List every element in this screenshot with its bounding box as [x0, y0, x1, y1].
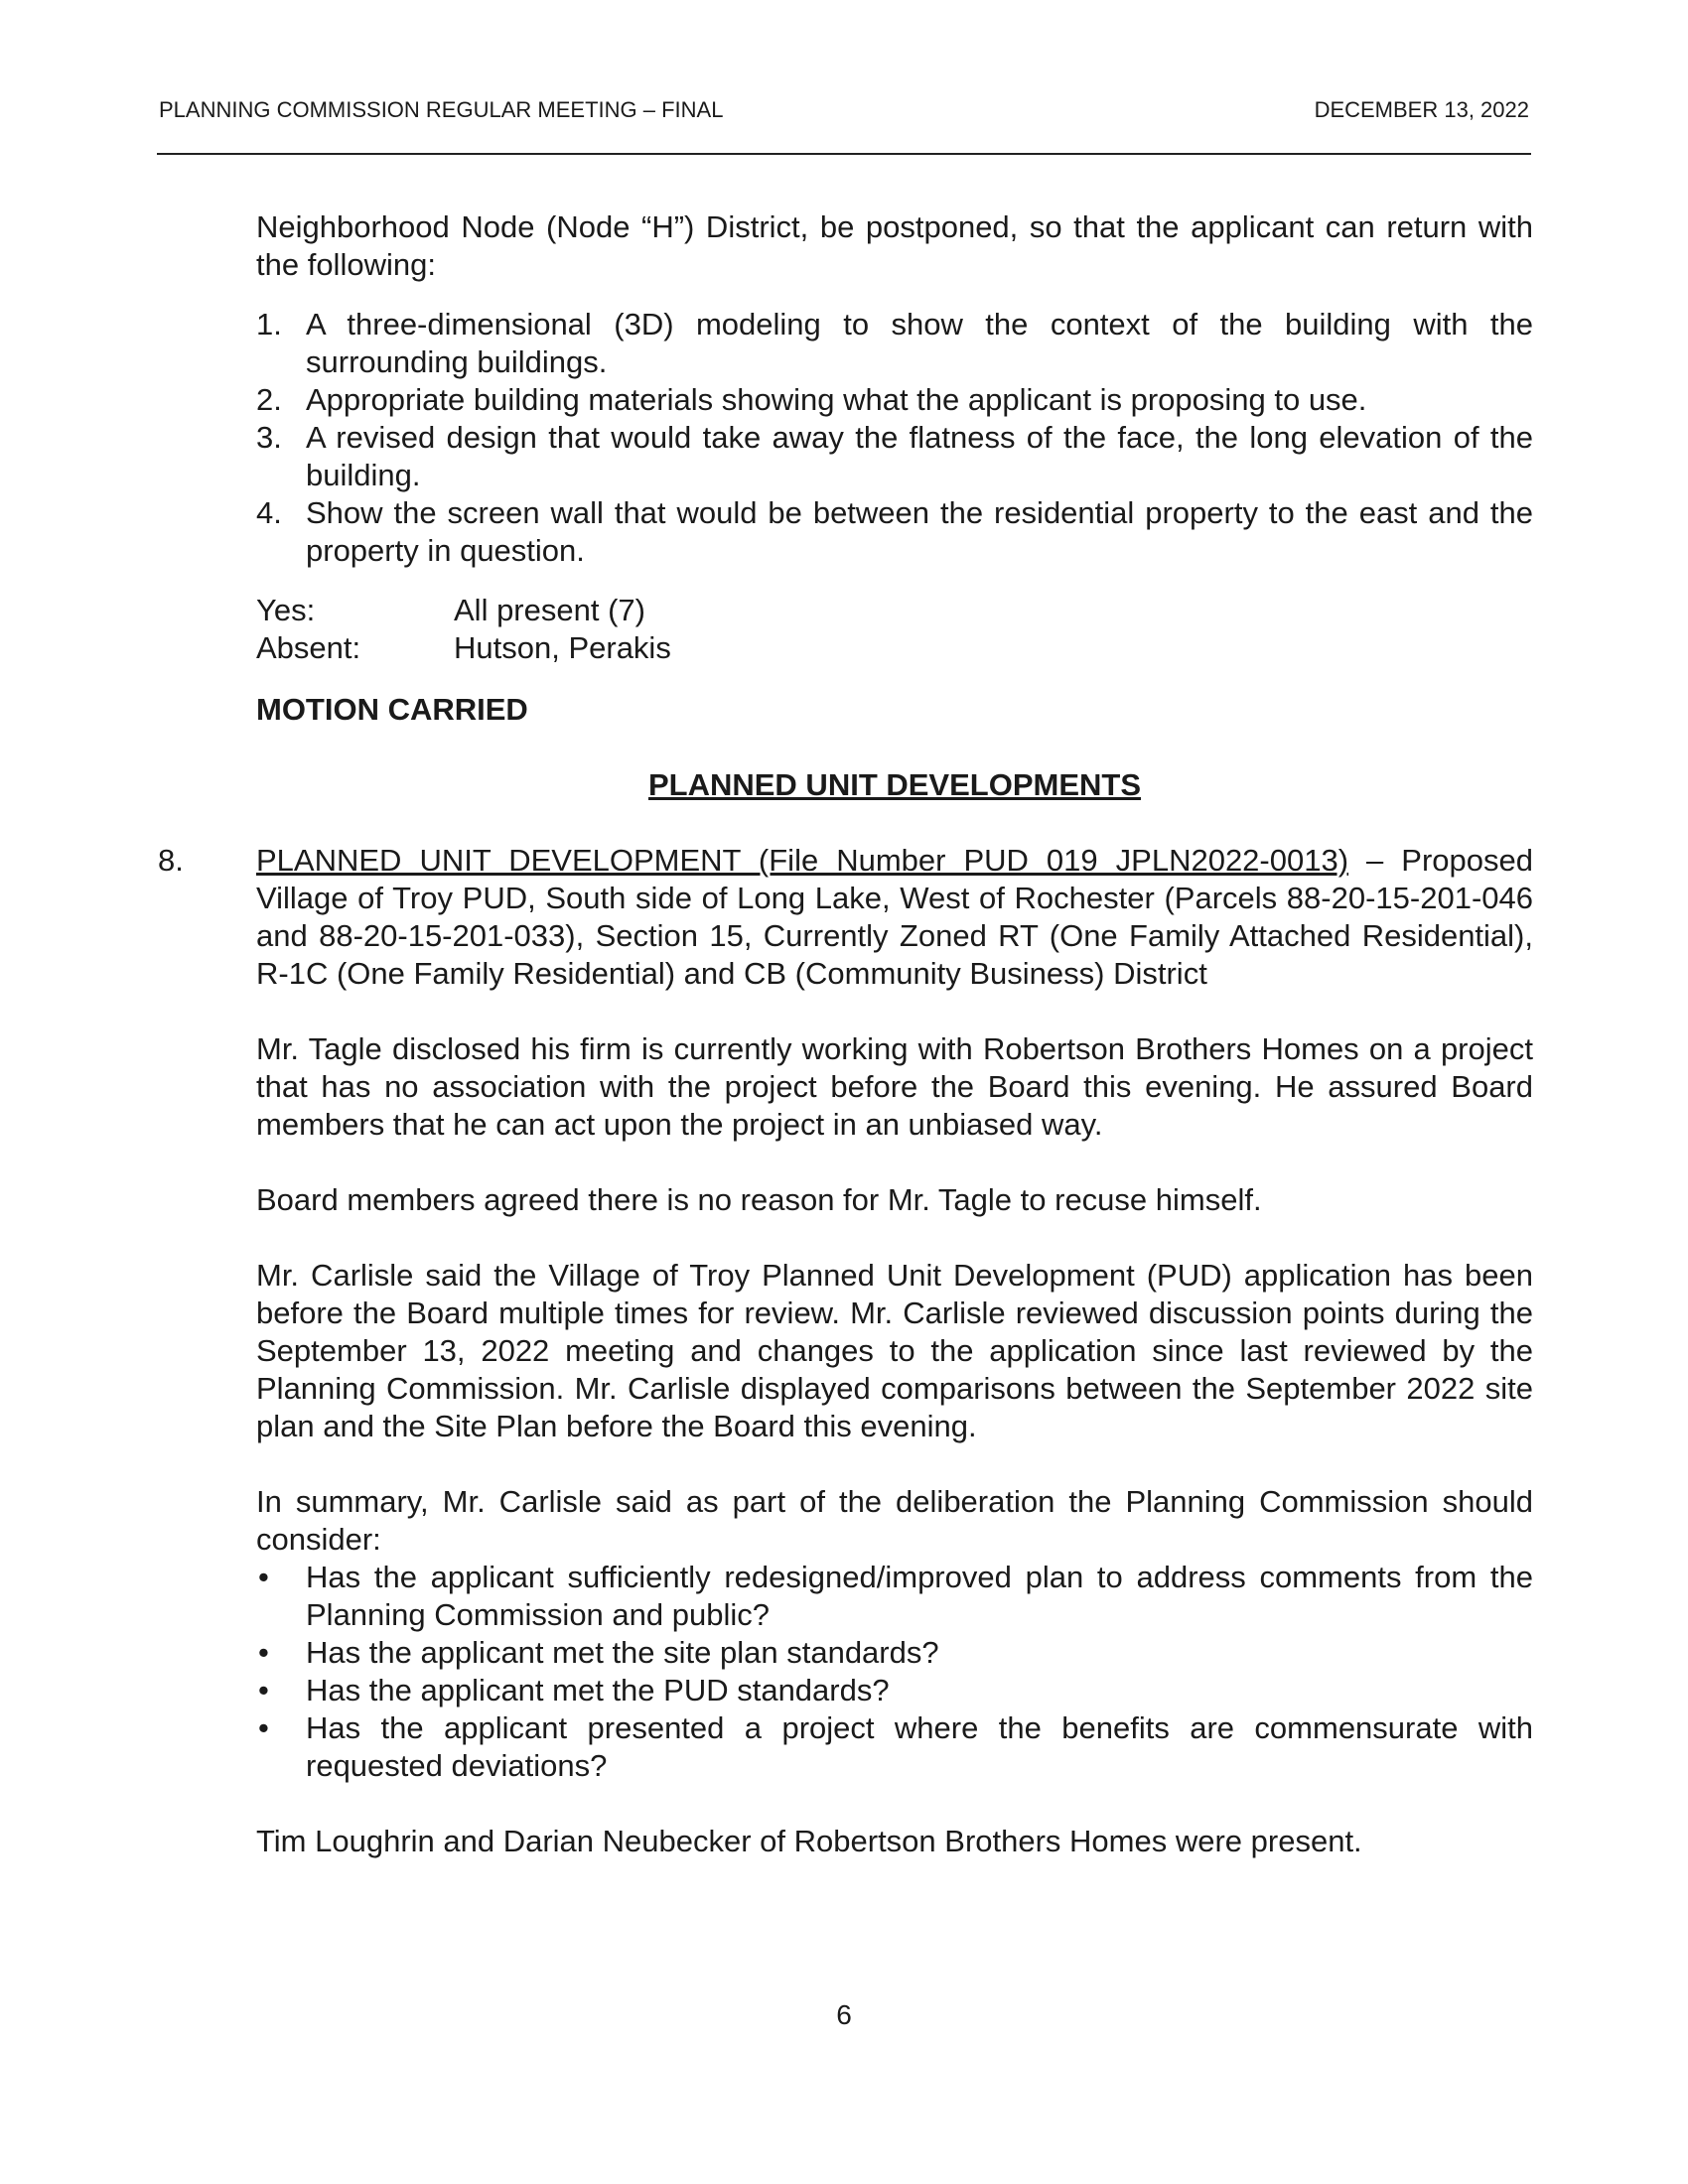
vote-yes-value: All present (7) — [454, 593, 645, 627]
summary-intro-paragraph: In summary, Mr. Carlisle said as part of the deliberation the Planning Commission should consider: — [256, 1484, 1533, 1557]
list-item-number: 4. — [256, 495, 282, 530]
bullet-mark: • — [258, 1560, 269, 1594]
list-item-number: 3. — [256, 420, 282, 455]
list-item — [256, 306, 1533, 381]
list-item-number: 1. — [256, 307, 282, 341]
carlisle-review-paragraph: Mr. Carlisle said the Village of Troy Planned Unit Development (PUD) application has been before the Board multiple times for review. Mr. Carlisle reviewed discussion points during the September 13, 2022 meeting and changes to the application since last reviewed by the Planning Commission. Mr. Carlisle displayed comparisons between the September 2022 site plan and the Site Plan before the Board this evening. — [256, 1258, 1533, 1443]
bullet-item — [256, 1709, 1533, 1785]
list-item — [256, 419, 1533, 494]
motion-result: MOTION CARRIED — [256, 692, 528, 727]
bullet-text: Has the applicant met the PUD standards? — [306, 1673, 890, 1707]
bullet-text: Has the applicant presented a project where the benefits are commensurate with requested deviations? — [306, 1710, 1533, 1783]
bullet-mark: • — [258, 1635, 269, 1670]
page-number: 6 — [836, 1999, 852, 2030]
list-item-text: Show the screen wall that would be between the residential property to the east and the property in question. — [306, 495, 1533, 568]
consideration-list — [256, 1559, 1533, 1785]
tagle-disclosure-paragraph: Mr. Tagle disclosed his firm is currently working with Robertson Brothers Homes on a project that has no association with the project before the Board this evening. He assured Board members that he can act upon the project in an unbiased way. — [256, 1031, 1533, 1142]
vote-absent-label: Absent: — [256, 630, 361, 665]
section-heading: PLANNED UNIT DEVELOPMENTS — [647, 767, 1142, 802]
bullet-text: Has the applicant met the site plan standards? — [306, 1635, 939, 1670]
page-content — [158, 208, 1534, 1860]
bullet-item — [256, 1672, 1533, 1709]
vote-yes-label: Yes: — [256, 593, 316, 627]
header-title: PLANNING COMMISSION REGULAR MEETING – FINAL — [159, 97, 724, 122]
list-item-text: A three-dimensional (3D) modeling to show the context of the building with the surrounding buildings. — [306, 307, 1533, 379]
bullet-item — [256, 1559, 1533, 1634]
vote-absent-row — [256, 629, 1533, 667]
intro-paragraph: Neighborhood Node (Node “H”) District, be postponed, so that the applicant can return with the following: — [256, 209, 1533, 282]
page-header — [157, 97, 1531, 155]
agenda-item-title: PLANNED UNIT DEVELOPMENT (File Number PUD 019 JPLN2022-0013) — [256, 843, 1349, 878]
bullet-text: Has the applicant sufficiently redesigned/improved plan to address comments from the Planning Commission and public? — [306, 1560, 1533, 1632]
list-item — [256, 494, 1533, 570]
agenda-item-8 — [158, 842, 1534, 993]
board-agreed-paragraph: Board members agreed there is no reason for Mr. Tagle to recuse himself. — [256, 1182, 1262, 1217]
agenda-item-number: 8. — [158, 843, 184, 878]
vote-yes-row — [256, 592, 1533, 629]
header-date: DECEMBER 13, 2022 — [1314, 97, 1529, 122]
vote-record — [256, 592, 1533, 667]
present-paragraph: Tim Loughrin and Darian Neubecker of Robertson Brothers Homes were present. — [256, 1824, 1362, 1858]
requirements-list — [256, 306, 1533, 570]
list-item — [256, 381, 1533, 419]
list-item-text: Appropriate building materials showing what the applicant is proposing to use. — [306, 382, 1367, 417]
bullet-item — [256, 1634, 1533, 1672]
bullet-mark: • — [258, 1673, 269, 1707]
list-item-text: A revised design that would take away the flatness of the face, the long elevation of the building. — [306, 420, 1533, 492]
bullet-mark: • — [258, 1710, 269, 1745]
vote-absent-value: Hutson, Perakis — [454, 630, 671, 665]
list-item-number: 2. — [256, 382, 282, 417]
agenda-item-description: – Proposed Village of Troy PUD, South side of Long Lake, West of Rochester (Parcels 88-20-15-201-046 and 88-20-15-201-033), Section 15, Currently Zoned RT (One Family Attached Residential), R-1C (One Family Residential) and CB (Community Business) District — [256, 843, 1534, 991]
